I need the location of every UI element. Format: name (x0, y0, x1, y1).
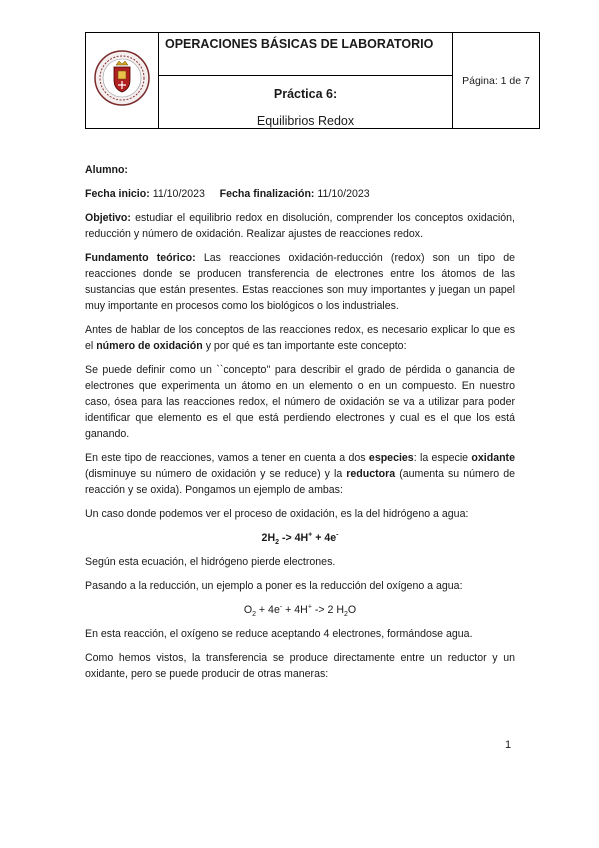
course-title: OPERACIONES BÁSICAS DE LABORATORIO (159, 33, 453, 76)
fundamento-label: Fundamento teórico: (85, 252, 196, 264)
practice-label: Práctica 6: (273, 87, 338, 101)
tipo-paragraph (85, 450, 515, 498)
alumno-label: Alumno: (85, 164, 128, 176)
como-paragraph: Como hemos vistos, la transferencia se produce directamente entre un reductor y un oxidante, pero se puede producir de otras maneras: (85, 652, 515, 680)
document-body (85, 162, 515, 690)
logo-cell (86, 33, 159, 129)
objetivo-text: estudiar el equilibrio redox en disolución, comprender los conceptos oxidación, reducción y número de oxidación. Realizar ajustes de reacciones redox. (85, 212, 515, 240)
tipo-text-1: En este tipo de reacciones, vamos a tener en cuenta a dos (85, 452, 369, 464)
fecha-inicio-value: 11/10/2023 (152, 188, 205, 200)
practice-title-cell (159, 76, 453, 129)
fecha-fin-label: Fecha finalización: (219, 188, 315, 200)
fecha-fin-value: 11/10/2023 (317, 188, 370, 200)
university-seal-icon (93, 49, 151, 107)
alumno-line (85, 162, 515, 178)
document-header (85, 32, 540, 129)
fechas-line (85, 186, 515, 202)
fundamento-paragraph (85, 250, 515, 314)
segun-paragraph: Según esta ecuación, el hidrógeno pierde electrones. (85, 556, 336, 568)
practice-subtitle: Equilibrios Redox (256, 114, 355, 128)
numero-oxidacion-term: número de oxidación (96, 340, 203, 352)
page-number: 1 (505, 739, 512, 751)
tipo-text-2: : la especie (413, 452, 472, 464)
page-indicator: Página: 1 de 7 (453, 33, 540, 129)
fundamento-text: Las reacciones oxidación-reducción (redox) son un tipo de reacciones donde se producen transferencia de electrones entre los átomos de las sustancias que están presentes. Estas reacciones son muy importantes y juegan un papel muy importante en procesos como los biológicos o los industriales. (85, 252, 515, 312)
antes-text-2: y por qué es tan importante este concepto: (202, 340, 407, 352)
oxidante-term: oxidante (471, 452, 515, 464)
esta-paragraph: En esta reacción, el oxígeno se reduce aceptando 4 electrones, formándose agua. (85, 628, 473, 640)
caso-paragraph: Un caso donde podemos ver el proceso de oxidación, es la del hidrógeno a agua: (85, 508, 469, 520)
tipo-text-3: (disminuye su número de oxidación y se reduce) y la (85, 468, 347, 480)
tipo-text-4: (aumenta su número de reacción y se oxida). Pongamos un ejemplo de ambas: (85, 468, 515, 496)
objetivo-label: Objetivo: (85, 212, 131, 224)
objetivo-paragraph (85, 210, 515, 242)
especies-term: especies (368, 452, 414, 464)
pasando-paragraph: Pasando a la reducción, un ejemplo a poner es la reducción del oxígeno a agua: (85, 580, 463, 592)
antes-text-1: Antes de hablar de los conceptos de las reacciones redox, es necesario explicar lo que es el (85, 324, 515, 352)
reductora-term: reductora (346, 468, 396, 480)
antes-paragraph (85, 322, 515, 354)
oxidation-equation: $2H_2 -> 4H^+ + 4e^-$ (261, 531, 339, 547)
definir-paragraph: Se puede definir como un ``concepto'' para describir el grado de pérdida o ganancia de electrones que experimenta un átomo en un elemento o en un compuesto. En nuestro caso, ósea para las reacciones redox, el número de oxidación se va a utilizar para poder identificar que elemento es el que está perdiendo electrones y cual es el que los está ganando. (85, 364, 515, 440)
reduction-equation: $O_2 + 4e^- + 4H^+ -> 2$ $H_2O$ (243, 603, 357, 619)
fecha-inicio-label: Fecha inicio: (85, 188, 150, 200)
